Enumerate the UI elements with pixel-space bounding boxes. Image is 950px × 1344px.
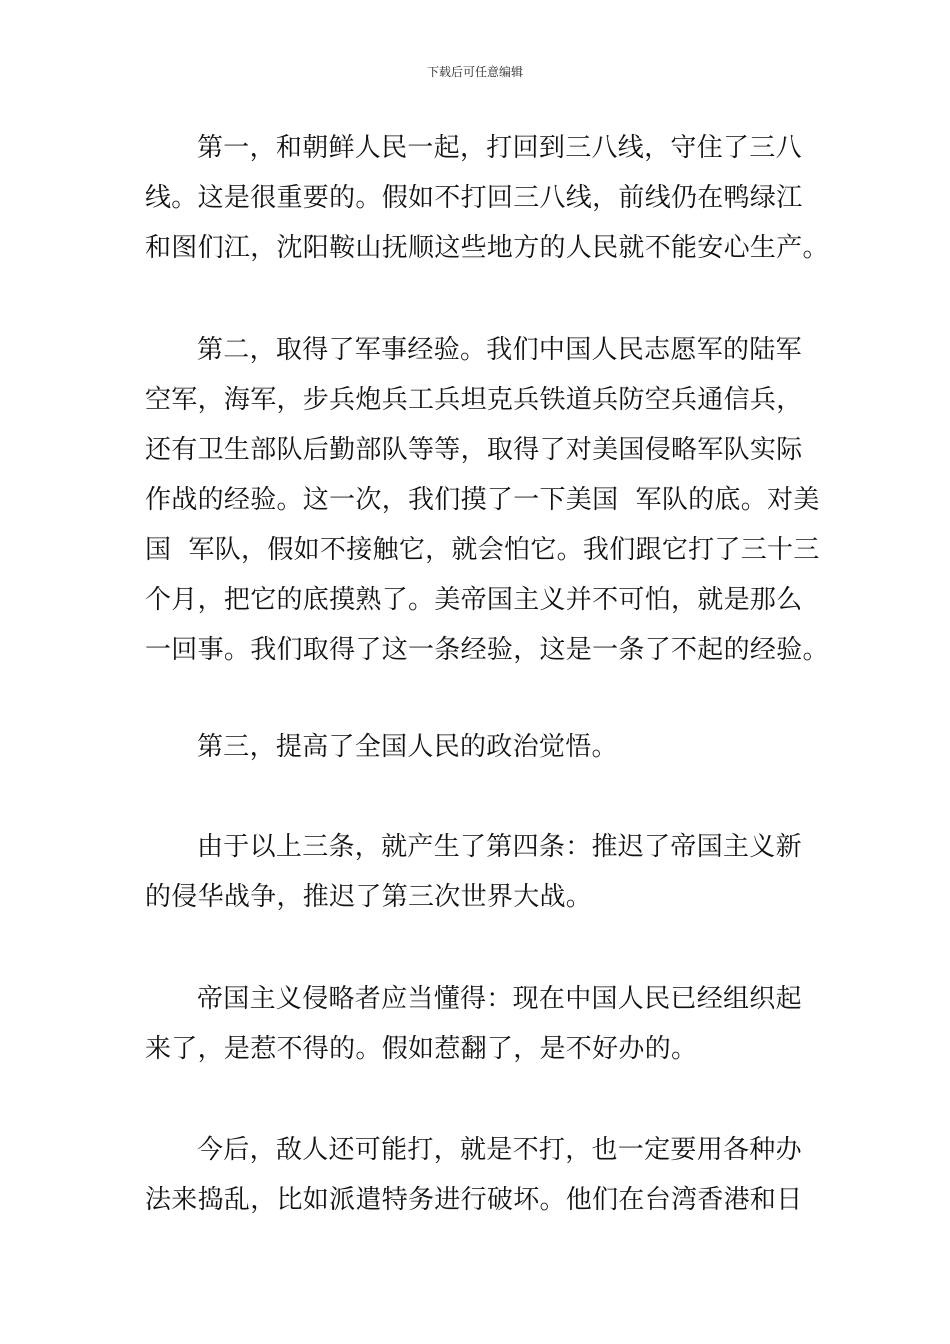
paragraph-2-line-2: 空军，海军，步兵炮兵工兵坦克兵铁道兵防空兵通信兵， <box>145 385 803 415</box>
paragraph-6-line-2: 法来捣乱，比如派遣特务进行破坏。他们在台湾香港和日 <box>145 1185 803 1215</box>
paragraph-2-line-6: 个月，把它的底摸熟了。美帝国主义并不可怕，就是那么 <box>145 585 803 615</box>
paragraph-1-line-2: 线。这是很重要的。假如不打回三八线，前线仍在鸭绿江 <box>145 183 803 213</box>
paragraph-1-line-1: 第一，和朝鲜人民一起，打回到三八线，守住了三八 <box>197 133 802 163</box>
paragraph-5-line-1: 帝国主义侵略者应当懂得：现在中国人民已经组织起 <box>197 984 802 1014</box>
paragraph-4-line-2: 的侵华战争，推迟了第三次世界大战。 <box>145 882 593 912</box>
paragraph-3-line-1: 第三，提高了全国人民的政治觉悟。 <box>197 732 618 762</box>
paragraph-2-line-7: 一回事。我们取得了这一条经验，这是一条了不起的经验。 <box>145 635 829 665</box>
paragraph-2-line-3: 还有卫生部队后勤部队等等，取得了对美国侵略军队实际 <box>145 435 803 465</box>
paragraph-2-line-5: 国 军队，假如不接触它，就会怕它。我们跟它打了三十三 <box>145 535 820 565</box>
paragraph-2-line-4: 作战的经验。这一次，我们摸了一下美国 军队的底。对美 <box>145 485 820 515</box>
page-header-note: 下载后可任意编辑 <box>426 65 523 79</box>
paragraph-1-line-3: 和图们江，沈阳鞍山抚顺这些地方的人民就不能安心生产。 <box>145 233 829 263</box>
paragraph-4-line-1: 由于以上三条，就产生了第四条：推迟了帝国主义新 <box>197 832 802 862</box>
paragraph-2-line-1: 第二，取得了军事经验。我们中国人民志愿军的陆军 <box>197 335 802 365</box>
paragraph-5-line-2: 来了，是惹不得的。假如惹翻了，是不好办的。 <box>145 1034 698 1064</box>
paragraph-6-line-1: 今后，敌人还可能打，就是不打，也一定要用各种办 <box>197 1135 802 1165</box>
